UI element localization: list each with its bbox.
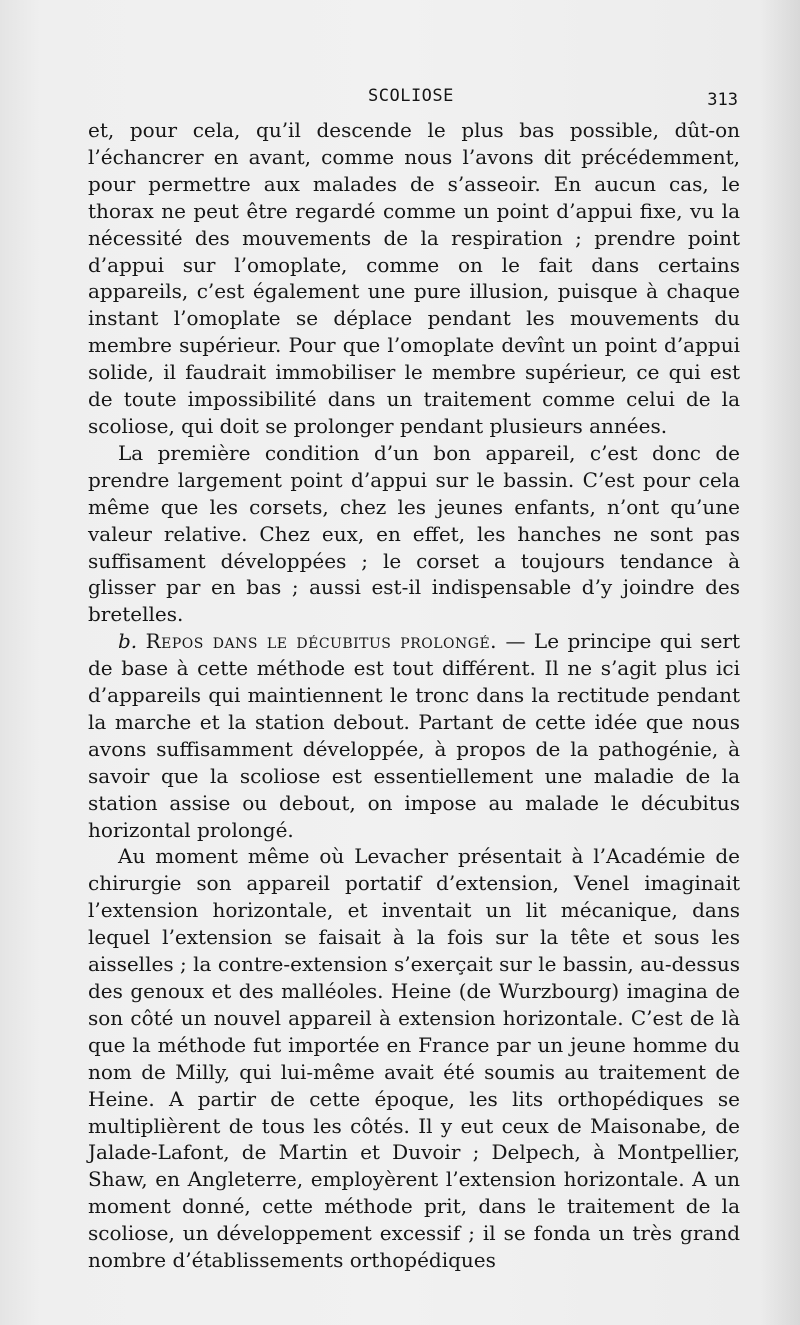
paragraph-continuation: et, pour cela, qu’il descende le plus bas possible, dût-on l’échancrer en avant, comme nous l’avons dit précédemment, pour permettre aux malades de s’asseoir. En aucun cas, le thorax ne peut être regardé comme un point d’appui fixe, vu la nécessité des mouvements de la respiration ; prendre point d’appui sur l’omoplate, comme on le fait dans certains appareils, c’est également une pure illusion, puisque à chaque instant l’omoplate se déplace pendant les mouvements du membre supérieur. Pour que l’omoplate devînt un point d’appui solide, il faudrait immobiliser le membre supérieur, ce qui est de toute impossibilité dans un traitement comme celui de la scoliose, qui doit se prolonger pendant plusieurs années. [88,118,740,438]
paragraph-section-b [88,628,740,843]
paragraph-levacher: Au moment même où Levacher présentait à l’Académie de chirurgie son appareil portatif d’extension, Venel imaginait l’extension horizontale, et inventait un lit mécanique, dans lequel l’extension se faisait à la fois sur la tête et sous les aisselles ; la contre-extension s’exerçait sur le bassin, au-dessus des genoux et des malléoles. Heine (de Wurzbourg) imagina de son côté un nouvel appareil à extension horizontale. C’est de là que la méthode fut importée en France par un jeune homme du nom de Milly, qui lui-même avait été soumis au traitement de Heine. A partir de cette époque, les lits orthopédiques se multiplièrent de tous les côtés. Il y eut ceux de Maisonabe, de Jalade-Lafont, de Martin et Duvoir ; Delpech, à Montpellier, Shaw, en Angleterre, employèrent l’extension horizontale. A un moment donné, cette méthode prit, dans le traitement de la scoliose, un développement excessif ; il se fonda un très grand nombre d’établissements orthopédiques [88,844,740,1273]
page-header [88,82,738,112]
paragraph-first-condition: La première condition d’un bon appareil, c’est donc de prendre largement point d’appui sur le bassin. C’est pour cela même que les corsets, chez les jeunes enfants, n’ont qu’une valeur relative. Chez eux, en effet, les hanches ne sont pas suffisament développées ; le corset a toujours tendance à glisser par en bas ; aussi est-il indispensable d’y joindre des bretelles. [88,440,740,627]
running-title: SCOLIOSE [368,86,454,106]
page-number: 313 [707,90,738,110]
section-heading: Repos dans le décubitus prolongé. [145,629,498,654]
section-b-text: — Le principe qui sert de base à cette méthode est tout différent. Il ne s’agit plus ici d’appareils qui maintiennent le tronc dans la rectitude pendant la marche et la station debout. Partant de cette idée que nous avons suffisamment développée, à propos de la pathogénie, à savoir que la scoliose est essentiellement une maladie de la station assise ou debout, on impose au malade le décubitus horizontal prolongé. [88,629,740,842]
section-label: b. [118,629,138,654]
body-text [88,117,740,1274]
